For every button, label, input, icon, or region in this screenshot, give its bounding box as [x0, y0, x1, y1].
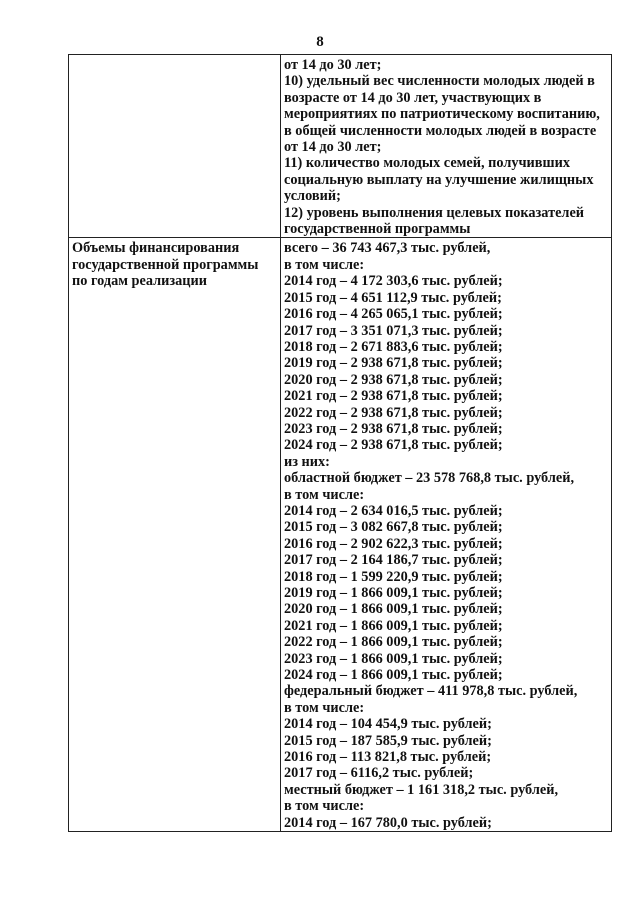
text-line: мероприятиях по патриотическому воспитанию,: [284, 106, 600, 123]
row-content-cell: [281, 238, 612, 832]
program-passport-table: [68, 54, 612, 832]
text-line: 2020 год – 2 938 671,8 тыс. рублей;: [284, 371, 503, 388]
text-line: 2017 год – 6116,2 тыс. рублей;: [284, 765, 474, 782]
table-row: [69, 55, 612, 238]
text-line: социальную выплату на улучшение жилищных: [284, 171, 594, 188]
text-line: 2014 год – 167 780,0 тыс. рублей;: [284, 814, 492, 831]
text-line: 2016 год – 4 265 065,1 тыс. рублей;: [284, 306, 503, 323]
text-line: в том числе:: [284, 486, 365, 503]
text-line: 2021 год – 2 938 671,8 тыс. рублей;: [284, 388, 503, 405]
text-line: 2014 год – 4 172 303,6 тыс. рублей;: [284, 273, 503, 290]
text-line: 2014 год – 2 634 016,5 тыс. рублей;: [284, 502, 503, 519]
text-line: государственной программы: [72, 256, 259, 273]
text-line: условий;: [284, 188, 341, 205]
text-line: 2018 год – 2 671 883,6 тыс. рублей;: [284, 338, 503, 355]
table-row: [69, 238, 612, 832]
text-line: 2021 год – 1 866 009,1 тыс. рублей;: [284, 617, 503, 634]
text-line: Объемы финансирования: [72, 240, 240, 257]
text-line: 2018 год – 1 599 220,9 тыс. рублей;: [284, 568, 503, 585]
text-line: в том числе:: [284, 256, 365, 273]
text-line: 2015 год – 4 651 112,9 тыс. рублей;: [284, 289, 502, 306]
text-line: областной бюджет – 23 578 768,8 тыс. рублей,: [284, 470, 575, 487]
text-line: 2015 год – 187 585,9 тыс. рублей;: [284, 732, 492, 749]
row-label-lines: [72, 55, 277, 57]
text-line: государственной программы: [284, 221, 471, 238]
row-label-cell: [69, 238, 281, 832]
text-line: 2014 год – 104 454,9 тыс. рублей;: [284, 716, 492, 733]
text-line: от 14 до 30 лет;: [284, 139, 382, 156]
text-line: 10) удельный вес численности молодых людей в: [284, 73, 595, 90]
row-label-cell: [69, 55, 281, 238]
text-line: федеральный бюджет – 411 978,8 тыс. рублей,: [284, 683, 578, 700]
text-line: 2024 год – 2 938 671,8 тыс. рублей;: [284, 437, 503, 454]
text-line: 2015 год – 3 082 667,8 тыс. рублей;: [284, 519, 503, 536]
text-line: в том числе:: [284, 798, 365, 815]
text-line: местный бюджет – 1 161 318,2 тыс. рублей,: [284, 781, 559, 798]
text-line: в том числе:: [284, 699, 365, 716]
indicators-continued-lines: [284, 55, 608, 237]
text-line: 2024 год – 1 866 009,1 тыс. рублей;: [284, 667, 503, 684]
page-number: 8: [316, 34, 324, 50]
text-line: 2020 год – 1 866 009,1 тыс. рублей;: [284, 601, 503, 618]
text-line: 2017 год – 2 164 186,7 тыс. рублей;: [284, 552, 503, 569]
funding-amount-lines: [284, 238, 608, 831]
text-line: 2019 год – 1 866 009,1 тыс. рублей;: [284, 585, 503, 601]
text-line: 2016 год – 2 902 622,3 тыс. рублей;: [284, 535, 503, 552]
text-line: 2022 год – 2 938 671,8 тыс. рублей;: [284, 404, 503, 421]
text-line: всего – 36 743 467,3 тыс. рублей,: [284, 240, 491, 257]
row-content-cell: [281, 55, 612, 238]
text-line: возрасте от 14 до 30 лет, участвующих в: [284, 89, 542, 106]
text-line: 12) уровень выполнения целевых показателей: [284, 204, 585, 221]
text-line: 2019 год – 2 938 671,8 тыс. рублей;: [284, 355, 503, 372]
text-line: 2023 год – 2 938 671,8 тыс. рублей;: [284, 420, 503, 437]
text-line: 2016 год – 113 821,8 тыс. рублей;: [284, 749, 492, 766]
text-line: 2022 год – 1 866 009,1 тыс. рублей;: [284, 634, 503, 651]
text-line: по годам реализации: [72, 273, 207, 290]
text-line: 2023 год – 1 866 009,1 тыс. рублей;: [284, 650, 503, 667]
text-line: из них:: [284, 453, 330, 470]
text-line: от 14 до 30 лет;: [284, 57, 382, 73]
text-line: 2017 год – 3 351 071,3 тыс. рублей;: [284, 322, 503, 339]
text-line: 11) количество молодых семей, получивших: [284, 155, 570, 172]
funding-label-lines: [72, 238, 277, 289]
text-line: в общей численности молодых людей в возрасте: [284, 122, 597, 139]
